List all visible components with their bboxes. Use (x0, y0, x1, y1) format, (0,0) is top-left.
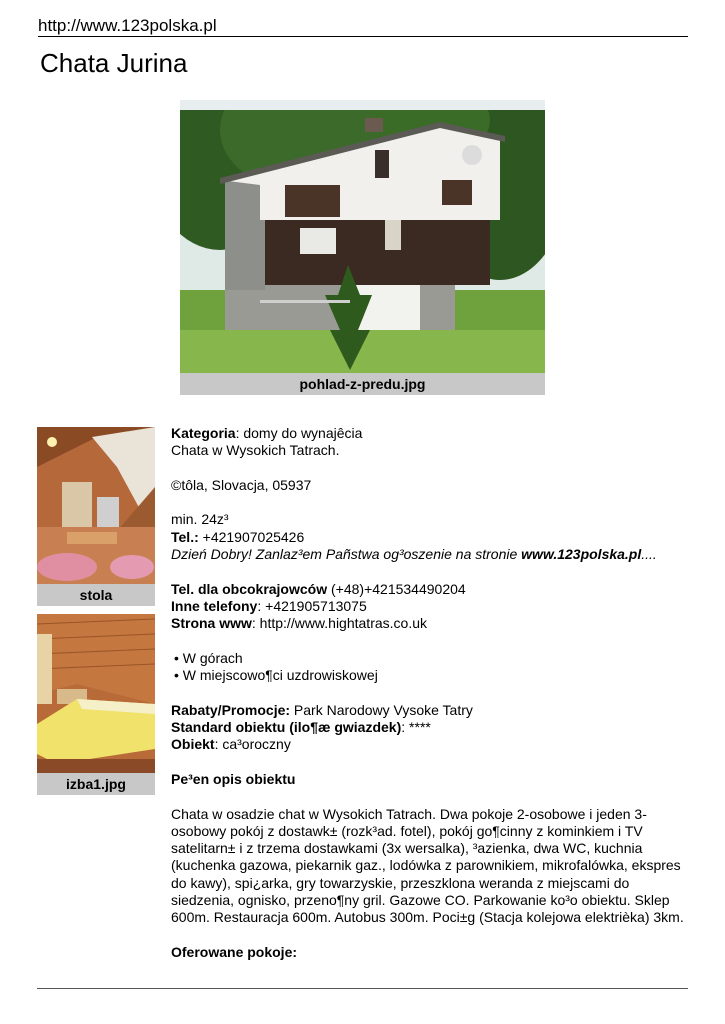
foreign-phone-label: Tel. dla obcokrajowców (171, 580, 328, 597)
thumbnail-caption-izba1: izba1.jpg (37, 773, 155, 795)
object-value: : ca³oroczny (214, 736, 291, 753)
website-value[interactable]: : http://www.hightatras.co.uk (251, 615, 427, 632)
other-phones-line (171, 598, 691, 615)
main-photo-caption: pohlad-z-predu.jpg (180, 373, 545, 395)
main-photo (180, 100, 545, 373)
other-phones-value[interactable]: : +421905713075 (257, 597, 367, 614)
standard-value: : **** (401, 719, 431, 736)
phone-line (171, 529, 691, 546)
category-line (171, 425, 691, 442)
object-label: Obiekt (171, 736, 215, 753)
category-value: : domy do wynajêcia (235, 425, 363, 441)
category-label: Kategoria (171, 425, 236, 441)
discounts-value: Park Narodowy Vysoke Tatry (290, 701, 473, 718)
phone-label: Tel.: (171, 528, 199, 545)
greeting-site[interactable]: www.123polska.pl (521, 546, 642, 563)
thumbnail-interior-stairs (37, 427, 155, 584)
listing-details (171, 425, 691, 961)
address: ©tôla, Slovacja, 05937 (171, 476, 312, 493)
location-line: Chata w Wysokich Tatrach. (171, 442, 340, 459)
object-line (171, 736, 691, 753)
standard-line (171, 719, 691, 736)
price: min. 24z³ (171, 511, 229, 528)
full-description-heading: Pe³en opis obiektu (171, 770, 296, 787)
website-label: Strona www (171, 615, 252, 632)
foreign-phone-line (171, 581, 691, 598)
other-phones-label: Inne telefony (171, 597, 258, 614)
page-title: Chata Jurina (40, 48, 188, 78)
phone-value[interactable]: +421907025426 (198, 528, 305, 545)
full-description: Chata w osadzie chat w Wysokich Tatrach. Dwa pokoje 2-osobowe i jeden 3-osobowy pokój z dostawk± (rozk³ad. fotel), pokój go¶cinny z kominkiem i TV satelitarn± i z trzema dostawkami (3x wersalka), ³azienka, dwa WC, kuchnia (kuchenka gazowa, piekarnik gaz., lodówka z parownikiem, mikrofalówka, ekspres do kawy), spi¿arka, gry towarzyskie, przeszklona weranda z miejscami do siedzenia, ognisko, przeno¶ny gril. Gazowe CO. Parkowanie ko³o obiektu. Sklep 600m. Restauracja 600m. Autobus 300m. Poci±g (Stacja kolejowa elektrièka) 3km. (171, 805, 684, 926)
greeting-end: .... (641, 546, 657, 563)
greeting-text: Dzień Dobry! Zanlaz³em Pañstwa og³oszenie na stronie (171, 546, 522, 563)
website-line (171, 615, 691, 632)
discounts-label: Rabaty/Promocje: (171, 701, 291, 718)
feature-item: • W górach (174, 649, 243, 666)
bottom-divider (37, 988, 688, 989)
thumbnail-caption-stola: stola (37, 584, 155, 606)
standard-label: Standard obiektu (ilo¶æ gwiazdek) (171, 719, 402, 736)
greeting-line (171, 546, 691, 563)
feature-item: • W miejscowo¶ci uzdrowiskowej (174, 667, 378, 684)
foreign-phone-value[interactable]: (+48)+421534490204 (327, 580, 466, 597)
offered-rooms-heading: Oferowane pokoje: (171, 943, 298, 960)
site-url[interactable]: http://www.123polska.pl (38, 16, 688, 37)
thumbnail-bedroom (37, 614, 155, 773)
discounts-line (171, 702, 691, 719)
